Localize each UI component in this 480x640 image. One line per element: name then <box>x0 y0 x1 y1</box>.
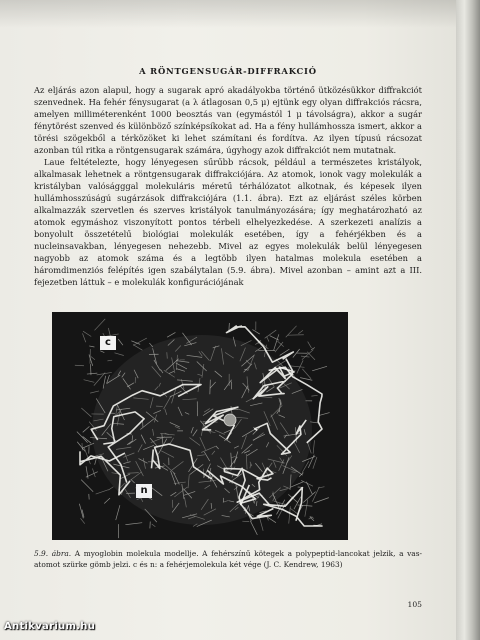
section-heading: A RÖNTGENSUGÁR-DIFFRAKCIÓ <box>139 66 317 76</box>
label-n: n <box>136 484 152 498</box>
page-number: 105 <box>407 600 422 609</box>
myoglobin-model-photo <box>52 312 348 540</box>
watermark: Antikvarium.hu <box>4 621 96 632</box>
paragraph-1: Az eljárás azon alapul, hogy a sugarak apró akadályokba történő ütközésükkor diffrakciót szenvednek. Ha fehér fénysugarat (a λ átlagosan 0,5 μ) ejtünk egy olyan diffrakciós rácsra, amelyen milliméterenként 1000 beosztás van (egymástól 1 μ távolságra), akkor a sugár fénytörést szenved és különböző színképsíkokat ad. Ha a fény hullámhossza ismert, akkor a törési szögekből a térközöket ki lehet számítani és fordítva. Az ilyen típusú rácsozat azonban túl ritka a röntgensugarak számára, úgyhogy azok diffrakciót nem mutatnak. <box>34 85 422 155</box>
page-stack-edge <box>456 0 480 640</box>
body-text <box>34 84 422 288</box>
caption-lead: 5.9. ábra. <box>34 549 72 558</box>
page-top-shadow <box>0 0 480 28</box>
label-c: c <box>100 336 116 350</box>
molecule-model-drawing <box>52 312 348 540</box>
caption-text: A myoglobin molekula modellje. A fehérszínű kötegek a polypeptid-lancokat jelzik, a vas-atomot szürke gömb jelzi. c és n: a fehérjemolekula két vége (J. C. Kendrew, 1963) <box>34 549 422 569</box>
figure-caption <box>34 548 422 570</box>
paragraph-2: Laue feltételezte, hogy lényegesen sűrűbb rácsok, például a természetes kristályok, alkalmasak lehetnek a röntgensugarak diffrakciójára. Az atomok, ionok vagy molekulák a kristályban valóságggal molekuláris méretű térhálózatot alkotnak, és képesek ilyen hullámhosszúságú sugárzások diffrakciójára (1.1. ábra). Ezt az eljárást széles körben alkalmazzák szervetlen és szerves kristályok tanulmányozására; így meghatározható az atomok egymáshoz viszonyított pontos térbeli elhelyezkedése. A szerkezeti analízis a bonyolult összetételű biológiai molekulák esetében, így a fehérjékben és a nucleinsavakban, lényegesen nehezebb. Mivel az egyes molekulák belül lényegesen nagyobb az atomok száma és a legtöbb ilyen hatalmas molekula esetében a háromdimenziós felépítés igen szabálytalan (5.9. ábra). Mivel azonban – amint azt a III. fejezetben láttuk – e molekulák konfigurációjának <box>34 157 422 287</box>
